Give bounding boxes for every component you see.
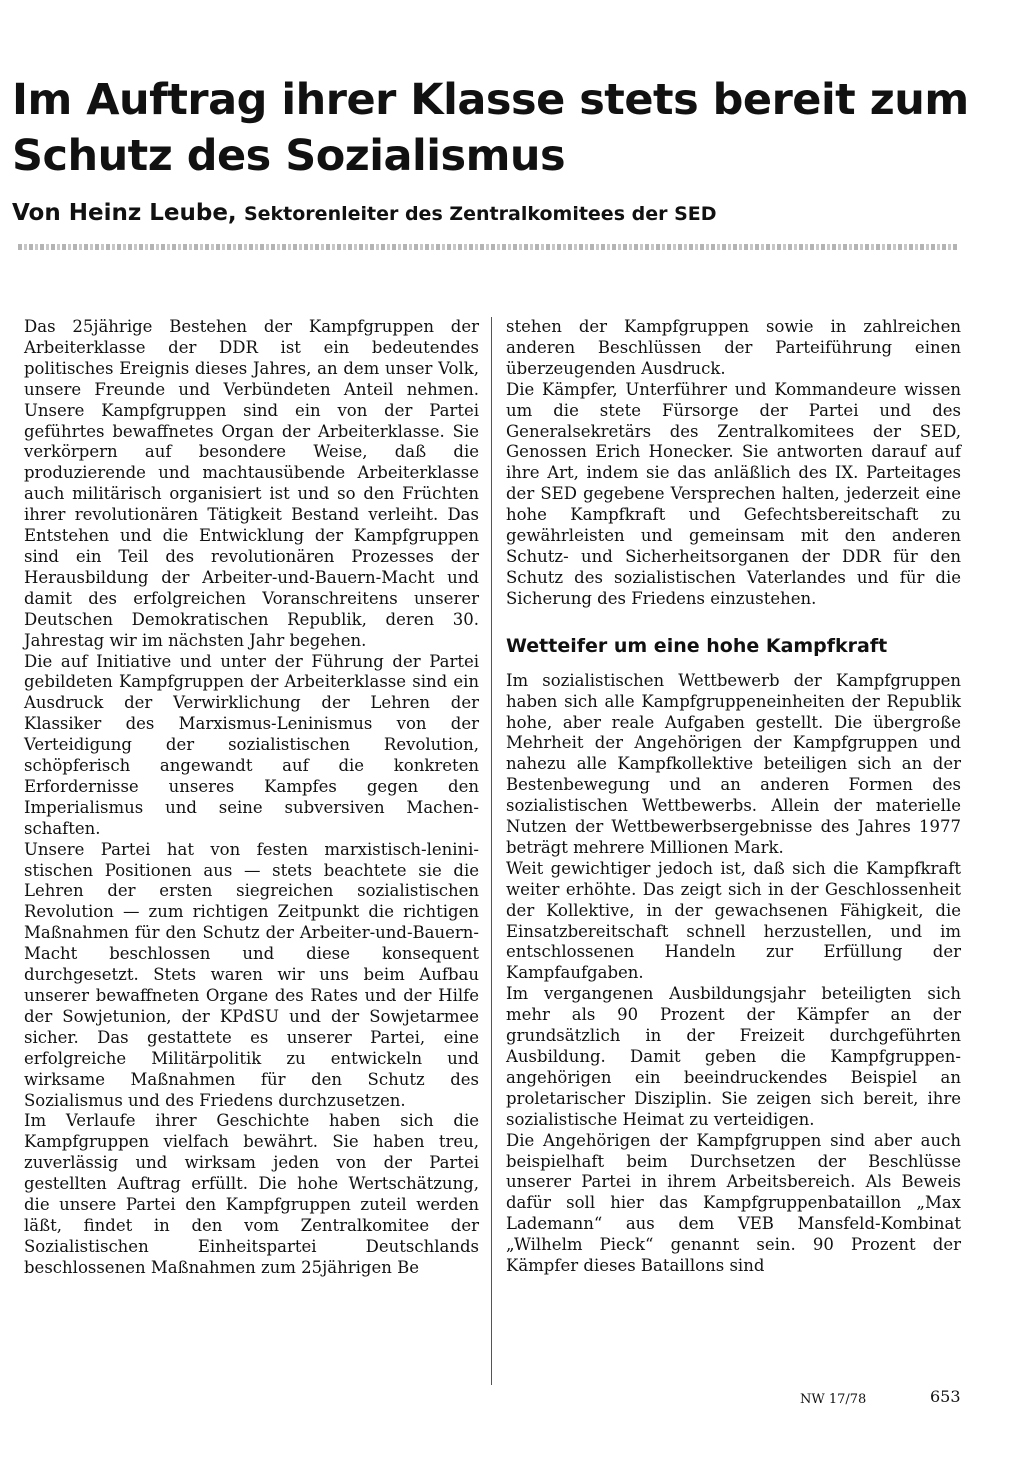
paragraph: Im vergangenen Ausbildungsjahr beteiligten sich mehr als 90 Prozent der Kämpfer an der grundsätzlich in der Freizeit durchgeführten Ausbildung. Damit geben die Kampfgruppenangehörigen ein beeindruckendes Beispiel an proletarischer Disziplin. Sie zeigen sich bereit, ihre sozialistische Heimat zu verteidigen.: [506, 984, 961, 1129]
paragraph: Die auf Initiative und unter der Führung der Partei gebildeten Kampfgruppen der Arbeiterklasse sind ein Ausdruck der Verwirklichung der Lehren der Klassiker des Marxismus-Leninismus von der Verteidigung der sozialistischen Revolution, schöpferisch angewandt auf die konkreten Erfordernisse unseres Kampfes gegen den Imperialismus und seine subversiven Machenschaften.: [24, 651, 479, 838]
byline-role: Sektorenleiter des Zentralkomitees der SED: [243, 203, 717, 225]
paragraph: Das 25jährige Bestehen der Kampfgruppen der Arbeiterklasse der DDR ist ein bedeutendes politisches Ereignis dieses Jahres, an dem unser Volk, unsere Freunde und Verbündeten Anteil nehmen. Unsere Kampfgruppen sind ein von der Partei geführtes bewaffnetes Organ der Arbeiterklasse. Sie verkörpern auf besondere Weise, daß die produzierende und machtausübende Arbeiterklasse auch militärisch organisiert ist und so den Früchten ihrer revolutionären Tätigkeit Bestand verleiht. Das Entstehen und die Entwicklung der Kampfgruppen sind ein Teil des revolutionären Prozesses der Herausbildung der Arbeiter-und-Bauern-Macht und damit des erfolgreichen Voranschreitens unserer Deutschen Demokratischen Republik, deren 30. Jahrestag wir im nächsten Jahr begehen.: [24, 317, 479, 650]
byline: [12, 198, 1012, 229]
paragraph: Die Angehörigen der Kampfgruppen sind aber auch beispielhaft beim Durchsetzen der Beschlüsse unserer Partei in ihrem Arbeitsbereich. Als Beweis dafür soll hier das Kampfgruppenbataillon „Max Lademann“ aus dem VEB Mansfeld-Kombinat „Wilhelm Pieck“ genannt sein. 90 Prozent der Kämpfer dieses Bataillons sind: [506, 1130, 961, 1276]
article-title: Im Auftrag ihrer Klasse stets bereit zum Schutz des Sozialismus: [12, 75, 969, 181]
page-number: 653: [930, 1387, 961, 1406]
dotted-rule: [18, 244, 958, 250]
section-subheading: Wetteifer um eine hohe Kampfkraft: [506, 634, 888, 657]
issue-label: NW 17/78: [800, 1392, 867, 1407]
paragraph: Im sozialistischen Wettbewerb der Kampfgruppen haben sich alle Kampfgruppeneinheiten der Republik hohe, aber reale Aufgaben gestellt. Die übergroße Mehrheit der Angehörigen der Kampfgruppen und nahezu alle Kampfkollektive beteiligen sich an der Bestenbewegung und an anderen Formen des sozialistischen Wettbewerbs. Allein der materielle Nutzen der Wettbewerbsergebnisse des Jahres 1977 beträgt mehrere Millionen Mark.: [506, 670, 961, 857]
paragraph: stehen der Kampfgruppen sowie in zahlreichen anderen Beschlüssen der Parteiführung einen überzeugenden Ausdruck.: [506, 317, 961, 378]
paragraph: Die Kämpfer, Unterführer und Kommandeure wissen um die stete Fürsorge der Partei und des Generalsekretärs des Zentralkomitees der SED, Genossen Erich Honecker. Sie antworten darauf auf ihre Art, indem sie das anläßlich des IX. Parteitages der SED gegebene Versprechen halten, jederzeit eine hohe Kampfkraft und Gefechtsbereitschaft zu gewährleisten und gemeinsam mit den anderen Schutz- und Sicherheitsorganen der DDR für den Schutz des sozialistischen Vaterlandes und für die Sicherung des Friedens einzustehen.: [506, 379, 961, 608]
paragraph: Weit gewichtiger jedoch ist, daß sich die Kampfkraft weiter erhöhte. Das zeigt sich in der Geschlossenheit der Kollektive, in der gewachsenen Fähigkeit, die Einsatzbereitschaft schnell herzustellen, und im entschlossenen Handeln zur Erfüllung der Kampfaufgaben.: [506, 858, 961, 983]
column-separator: [491, 317, 492, 1385]
paragraph: Unsere Partei hat von festen marxistisch-leninistischen Positionen aus — stets beachtete sie die Lehren der ersten siegreichen sozialistischen Revolution — zum richtigen Zeitpunkt die richtigen Maßnahmen für den Schutz der Arbeiter-und-Bauern-Macht beschlossen und diese konsequent durchgesetzt. Stets waren wir uns beim Aufbau unserer bewaffneten Organe des Rates und der Hilfe der Sowjetunion, der KPdSU und der Sowjetarmee sicher. Das gestattete es unserer Partei, eine erfolgreiche Militärpolitik zu entwickeln und wirksame Maßnahmen für den Schutz des Sozialismus und des Friedens durchzusetzen.: [24, 839, 479, 1110]
right-column: [506, 317, 961, 1277]
paragraph: Im Verlaufe ihrer Geschichte haben sich die Kampfgruppen vielfach bewährt. Sie haben treu, zuverlässig und wirksam jeden von der Partei gestellten Auftrag erfüllt. Die hohe Wertschätzung, die unsere Partei den Kampfgruppen zuteil werden läßt, findet in den vom Zentralkomitee der Sozialistischen Einheitspartei Deutschlands beschlossenen Maßnahmen zum 25jährigen Be: [24, 1111, 479, 1277]
byline-author: Von Heinz Leube,: [12, 200, 237, 226]
left-column: [24, 317, 479, 1279]
